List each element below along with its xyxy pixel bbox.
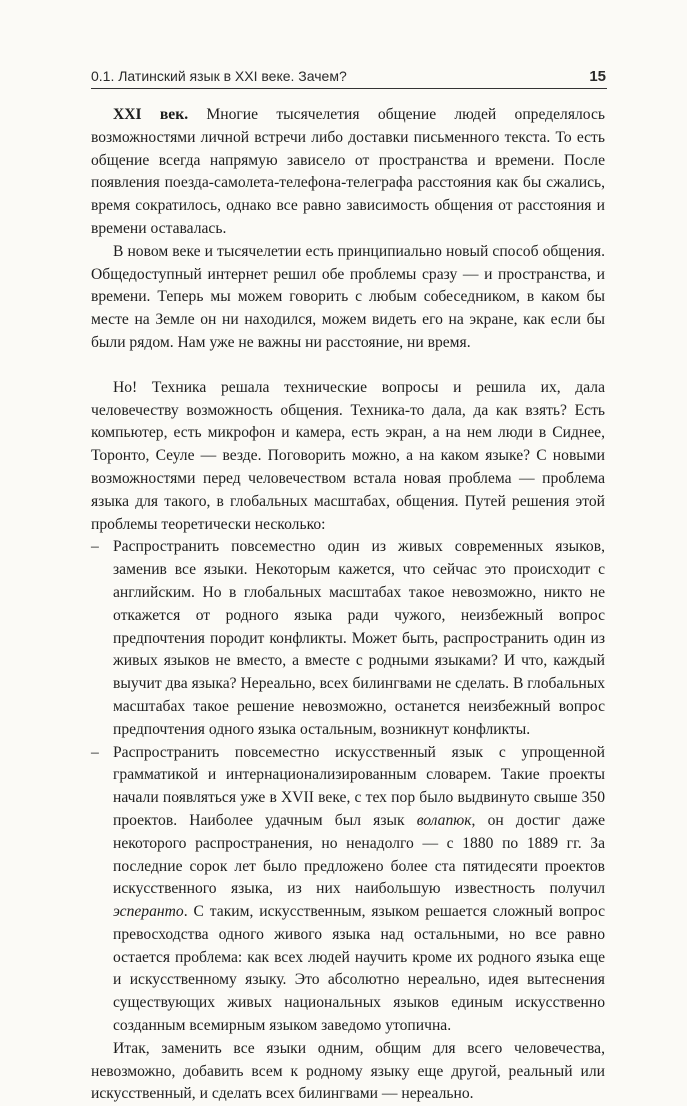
paragraph-xxi-century xyxy=(91,104,605,241)
list-dash: – xyxy=(91,743,99,761)
paragraph-lead: XXI век. xyxy=(113,106,189,123)
list-item xyxy=(91,536,605,741)
paragraph-technology: Но! Техника решала технические вопросы и решила их, дала человечеству возможность общения. Техника-то дала, да как взять? Есть компьютер, есть микрофон и камера, есть экран, а на нем люди в Сиднее, Торонто, Сеуле — везде. Поговорить можно, а на каком языке? С новыми возможностями перед человечеством встала новая проблема — проблема языка для такого, в глобальных масштабах, общения. Путей решения этой проблемы теоретически несколько: xyxy=(91,378,605,533)
term-esperanto: эсперанто xyxy=(113,903,184,921)
list-item-text: Распространить повсеместно искусственный язык с упрощенной грамматикой и интернационализированным словарем. Такие проекты начали появляться уже в XVII веке, с тех пор было выдвинуто свыше 350 проектов. Наиболее удачным был язык xyxy=(113,743,605,829)
list-item-text: . С таким, искусственным, языком решается сложный вопрос превосходства одного живого языка над остальными, но все равно остается проблема: как всех людей научить кроме их родного языка еще и искусственному языку. Это абсолютно нереально, идея вытеснения существующих живых национальных языков единым искусственно созданным всемирным языком заведомо утопична. xyxy=(113,903,605,1035)
list-item-text: Распространить повсеместно один из живых современных языков, заменив все языки. Некоторым кажется, что сейчас это происходит с английским. Но в глобальных масштабах такое невозможно, никто не откажется от родного языка ради чужого, неизбежный вопрос предпочтения породит конфликты. Может быть, распространить один из живых языков не вместо, а вместе с родными языками? И что, каждый выучит два языка? Нереально, всех билингвами не сделать. В глобальных масштабах такое решение невозможно, останется неизбежный вопрос предпочтения одного языка остальным, возникнут конфликты. xyxy=(113,538,605,738)
list-dash: – xyxy=(91,538,99,556)
running-header xyxy=(91,68,606,85)
body-text xyxy=(91,104,605,1106)
page-number: 15 xyxy=(589,68,606,85)
term-volapuk: волапюк xyxy=(416,811,472,829)
section-title: 0.1. Латинский язык в XXI веке. Зачем? xyxy=(91,68,347,84)
header-rule xyxy=(91,88,607,89)
list-item-text: , он достиг даже некоторого распространения, но ненадолго — с 1880 по 1889 гг. За последние сорок лет было предложено более ста пятидесяти проектов искусственного языка, из них наибольшую известность получил xyxy=(113,811,605,898)
paragraph-conclusion: Итак, заменить все языки одним, общим для всего человечества, невозможно, добавить всем к родному языку еще другой, реальный или искусственный, и сделать всех билингвами — нереально. xyxy=(91,1039,605,1103)
list-item xyxy=(91,742,605,1038)
solutions-list xyxy=(91,536,605,1038)
paragraph-internet: В новом веке и тысячелетии есть принципиально новый способ общения. Общедоступный интернет решил обе проблемы сразу — и пространства, и времени. Теперь мы можем говорить с любым собеседником, в каком бы месте на Земле он ни находился, можем видеть его на экране, как если бы были рядом. Нам уже не важны ни расстояние, ни время. xyxy=(91,242,605,351)
paragraph-text: Многие тысячелетия общение людей определялось возможностями личной встречи либо доставки письменного текста. То есть общение всегда напрямую зависело от пространства и времени. После появления поезда-самолета-телефона-телеграфа расстояния как бы сжались, время сократилось, однако все равно зависимость общения от расстояния и времени оставалась. xyxy=(91,106,605,237)
